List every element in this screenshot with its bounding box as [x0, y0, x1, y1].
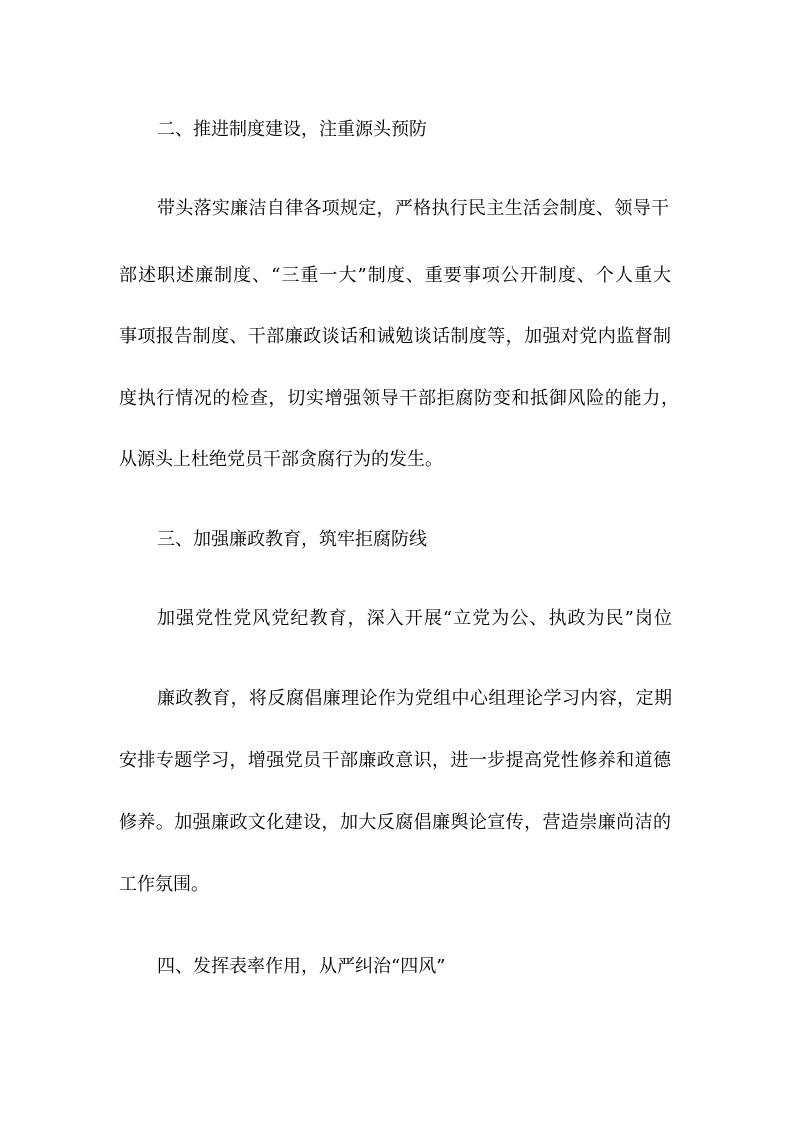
section-heading: 三、加强廉政教育，筑牢拒腐防线 [157, 529, 427, 550]
paragraph-line: 安排专题学习，增强党员干部廉政意识，进一步提高党性修养和道德 [119, 750, 671, 771]
paragraph-line: 修养。加强廉政文化建设，加大反腐倡廉舆论宣传，营造崇廉尚洁的 [119, 812, 671, 833]
paragraph-line: 廉政教育，将反腐倡廉理论作为党组中心组理论学习内容，定期 [157, 688, 672, 709]
paragraph-line: 带头落实廉洁自律各项规定，严格执行民主生活会制度、领导干 [157, 198, 669, 219]
paragraph-line: 部述职述廉制度、“三重一大”制度、重要事项公开制度、个人重大 [119, 265, 671, 286]
paragraph-line: 加强党性党风党纪教育，深入开展“立党为公、执政为民”岗位 [157, 608, 672, 629]
section-heading: 四、发挥表率作用，从严纠治“四风” [157, 956, 446, 977]
paragraph-line: 工作氛围。 [119, 874, 209, 895]
section-heading: 二、推进制度建设，注重源头预防 [157, 119, 427, 140]
paragraph-line: 度执行情况的检查，切实增强领导干部拒腐防变和抵御风险的能力， [119, 388, 679, 409]
paragraph-line: 从源头上杜绝党员干部贪腐行为的发生。 [119, 449, 443, 470]
paragraph-line: 事项报告制度、干部廉政谈话和诫勉谈话制度等，加强对党内监督制 [119, 326, 671, 347]
